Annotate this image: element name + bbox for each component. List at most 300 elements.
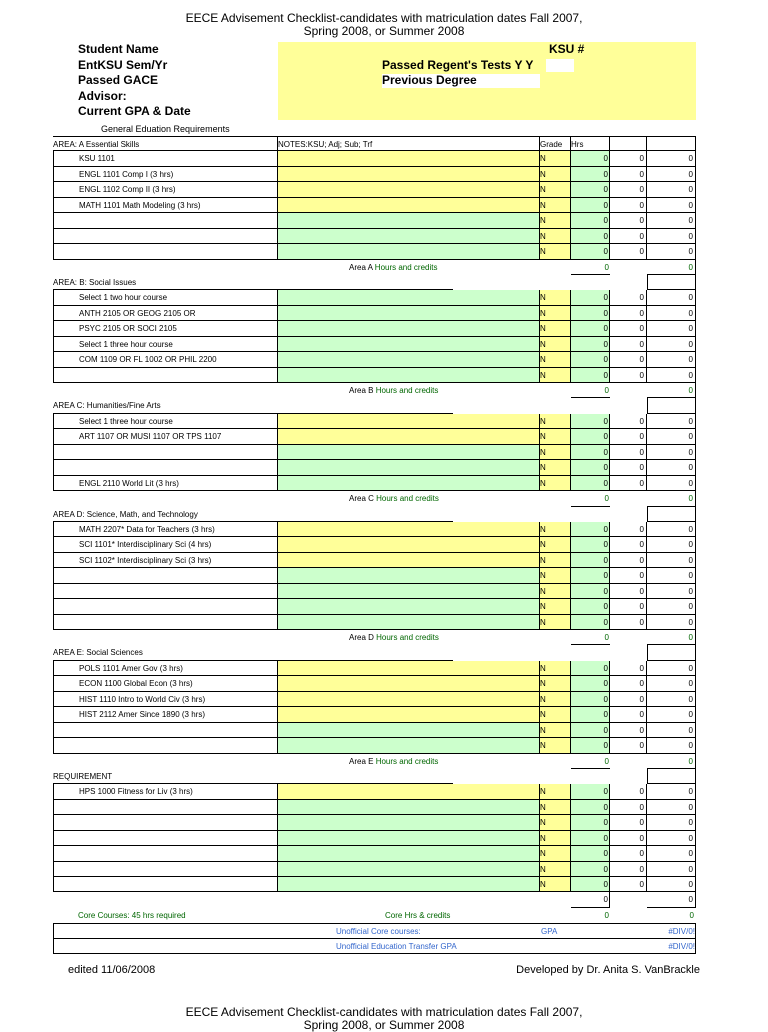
- grade-cell[interactable]: N: [540, 615, 571, 630]
- course-name: [53, 584, 278, 599]
- quality-points-cell: 0: [647, 167, 696, 182]
- notes-field[interactable]: [278, 862, 540, 877]
- notes-field[interactable]: [278, 738, 540, 753]
- hours-cell[interactable]: 0: [571, 476, 610, 491]
- section-header-blank: [647, 398, 696, 413]
- grade-cell[interactable]: N: [540, 846, 571, 861]
- hours-cell[interactable]: 0: [571, 877, 610, 892]
- quality-points-cell: 0: [647, 198, 696, 213]
- quality-points-cell: 0: [647, 414, 696, 429]
- notes-field[interactable]: [278, 831, 540, 846]
- hours-cell[interactable]: 0: [571, 321, 610, 336]
- credit-cell: 0: [610, 290, 647, 305]
- course-row: [53, 167, 696, 182]
- notes-field[interactable]: [278, 676, 540, 691]
- notes-field[interactable]: [278, 229, 540, 244]
- grade-cell[interactable]: N: [540, 661, 571, 676]
- course-name: SCI 1102* Interdisciplinary Sci (3 hrs): [53, 553, 278, 568]
- quality-points-cell: 0: [647, 661, 696, 676]
- section-header: [53, 507, 696, 522]
- notes-field[interactable]: [278, 661, 540, 676]
- grade-cell[interactable]: N: [540, 723, 571, 738]
- course-row: [53, 460, 696, 475]
- notes-field[interactable]: [278, 368, 540, 383]
- hours-cell[interactable]: 0: [571, 738, 610, 753]
- notes-field[interactable]: [278, 784, 540, 799]
- hours-cell[interactable]: 0: [571, 692, 610, 707]
- course-name: COM 1109 OR FL 1002 OR PHIL 2200: [53, 352, 278, 367]
- area-total-label: [349, 491, 439, 506]
- hours-cell[interactable]: 0: [571, 229, 610, 244]
- gpa-date-field[interactable]: [278, 104, 696, 120]
- course-name: [53, 460, 278, 475]
- credit-cell: 0: [610, 445, 647, 460]
- area-total-credits: 0: [647, 491, 696, 506]
- area-total-row: [53, 491, 696, 506]
- area-total-prefix: Area C: [349, 494, 377, 504]
- quality-points-cell: 0: [647, 707, 696, 722]
- course-row: [53, 846, 696, 861]
- course-row: [53, 368, 696, 383]
- notes-field[interactable]: [278, 553, 540, 568]
- area-total-hours: 0: [571, 383, 610, 398]
- area-total-row: [53, 754, 696, 769]
- prev-degree-label: Previous Degree: [382, 73, 477, 87]
- grade-cell[interactable]: N: [540, 167, 571, 182]
- grade-cell[interactable]: N: [540, 568, 571, 583]
- area-total-credits: 0: [647, 383, 696, 398]
- course-name: ENGL 2110 World Lit (3 hrs): [53, 476, 278, 491]
- grade-cell[interactable]: N: [540, 537, 571, 552]
- course-name: [53, 445, 278, 460]
- credit-cell: 0: [610, 213, 647, 228]
- section-header-blank: [647, 645, 696, 660]
- grade-cell[interactable]: N: [540, 877, 571, 892]
- hours-cell[interactable]: 0: [571, 414, 610, 429]
- credit-cell: 0: [610, 831, 647, 846]
- grade-cell[interactable]: N: [540, 831, 571, 846]
- course-name: HIST 2112 Amer Since 1890 (3 hrs): [53, 707, 278, 722]
- credit-cell: 0: [610, 368, 647, 383]
- course-row: [53, 553, 696, 568]
- hours-cell[interactable]: 0: [571, 445, 610, 460]
- area-total-hours: 0: [571, 260, 610, 275]
- credit-cell: 0: [610, 584, 647, 599]
- course-name: KSU 1101: [53, 151, 278, 166]
- hours-cell[interactable]: 0: [571, 846, 610, 861]
- section-title: AREA: B: Social Issues: [53, 275, 453, 290]
- quality-points-cell: 0: [647, 321, 696, 336]
- hours-cell[interactable]: 0: [571, 290, 610, 305]
- notes-field[interactable]: [278, 460, 540, 475]
- notes-field[interactable]: [278, 707, 540, 722]
- gace-label: Passed GACE: [78, 73, 159, 87]
- notes-field[interactable]: [278, 476, 540, 491]
- blank-total-row: [53, 892, 696, 907]
- quality-points-cell: 0: [647, 429, 696, 444]
- title-repeat-line-1: EECE Advisement Checklist-candidates with matriculation dates Fall 2007,: [185, 1005, 583, 1019]
- notes-field[interactable]: [278, 445, 540, 460]
- quality-points-cell: 0: [647, 846, 696, 861]
- area-total-prefix: Area B: [349, 386, 376, 395]
- notes-field[interactable]: [278, 182, 540, 197]
- grade-cell[interactable]: N: [540, 429, 571, 444]
- hours-cell[interactable]: 0: [571, 707, 610, 722]
- course-row: [53, 707, 696, 722]
- course-row: [53, 676, 696, 691]
- course-name: [53, 846, 278, 861]
- course-name: [53, 815, 278, 830]
- course-row: [53, 599, 696, 614]
- course-name: [53, 568, 278, 583]
- course-row: [53, 321, 696, 336]
- grade-cell[interactable]: N: [540, 784, 571, 799]
- credit-cell: 0: [610, 846, 647, 861]
- section-header: [53, 645, 696, 660]
- hours-cell[interactable]: 0: [571, 306, 610, 321]
- notes-field[interactable]: [278, 213, 540, 228]
- notes-field[interactable]: [278, 290, 540, 305]
- quality-points-cell: 0: [647, 476, 696, 491]
- course-name: [53, 831, 278, 846]
- quality-points-cell: 0: [647, 738, 696, 753]
- notes-field[interactable]: [278, 723, 540, 738]
- course-row: [53, 198, 696, 213]
- notes-field[interactable]: [278, 321, 540, 336]
- credit-cell: 0: [610, 337, 647, 352]
- hours-cell[interactable]: 0: [571, 800, 610, 815]
- quality-points-cell: 0: [647, 306, 696, 321]
- credit-cell: 0: [610, 476, 647, 491]
- grade-cell[interactable]: N: [540, 368, 571, 383]
- credit-cell: 0: [610, 352, 647, 367]
- credit-cell: 0: [610, 522, 647, 537]
- section-header-blank: [647, 769, 696, 784]
- hours-cell[interactable]: 0: [571, 862, 610, 877]
- section-header: [53, 275, 696, 290]
- area-total-suffix: Hours and credits: [375, 386, 439, 395]
- course-row: [53, 784, 696, 799]
- grade-cell[interactable]: N: [540, 414, 571, 429]
- quality-points-cell: 0: [647, 784, 696, 799]
- credit-cell: 0: [610, 692, 647, 707]
- page-title-repeat: [0, 1006, 768, 1032]
- core-label: Core Courses: 45 hrs required: [78, 910, 186, 920]
- notes-field[interactable]: [278, 167, 540, 182]
- section-title: AREA E: Social Sciences: [53, 645, 453, 660]
- quality-points-cell: 0: [647, 229, 696, 244]
- hours-cell[interactable]: 0: [571, 568, 610, 583]
- quality-points-cell: 0: [647, 584, 696, 599]
- grade-cell[interactable]: N: [540, 290, 571, 305]
- area-total-suffix: Hours and credits: [374, 262, 438, 272]
- grade-cell[interactable]: N: [540, 244, 571, 259]
- notes-field[interactable]: [278, 352, 540, 367]
- course-name: PSYC 2105 OR SOCI 2105: [53, 321, 278, 336]
- credit-cell: 0: [610, 723, 647, 738]
- notes-field[interactable]: [278, 877, 540, 892]
- grade-cell[interactable]: N: [540, 213, 571, 228]
- course-name: [53, 229, 278, 244]
- area-a-title: AREA: A Essential Skills: [53, 136, 278, 151]
- credit-cell: 0: [610, 615, 647, 630]
- course-name: [53, 723, 278, 738]
- credit-cell: 0: [610, 599, 647, 614]
- course-row: [53, 831, 696, 846]
- grade-cell[interactable]: N: [540, 445, 571, 460]
- hours-cell[interactable]: 0: [571, 151, 610, 166]
- grade-cell[interactable]: N: [540, 738, 571, 753]
- credit-cell: 0: [610, 537, 647, 552]
- notes-field[interactable]: [278, 198, 540, 213]
- course-row: [53, 337, 696, 352]
- hours-cell[interactable]: 0: [571, 244, 610, 259]
- section-header-blank: [647, 507, 696, 522]
- grade-cell[interactable]: N: [540, 198, 571, 213]
- checklist-grid: [53, 136, 696, 954]
- hours-cell[interactable]: 0: [571, 537, 610, 552]
- quality-points-cell: 0: [647, 815, 696, 830]
- course-row: [53, 429, 696, 444]
- grade-cell[interactable]: N: [540, 692, 571, 707]
- course-row: [53, 352, 696, 367]
- course-name: ENGL 1101 Comp I (3 hrs): [53, 167, 278, 182]
- area-total-label: [349, 754, 438, 769]
- student-name-field[interactable]: [278, 42, 696, 58]
- area-total-hours: 0: [571, 491, 610, 506]
- course-row: [53, 692, 696, 707]
- grade-header: Grade: [540, 136, 571, 151]
- course-name: [53, 877, 278, 892]
- notes-header: NOTES:KSU; Adj; Sub; Trf: [278, 136, 540, 151]
- quality-points-cell: 0: [647, 522, 696, 537]
- quality-points-cell: 0: [647, 800, 696, 815]
- quality-points-cell: 0: [647, 537, 696, 552]
- grade-cell[interactable]: N: [540, 553, 571, 568]
- notes-field[interactable]: [278, 800, 540, 815]
- course-row: [53, 476, 696, 491]
- area-total-hours: 0: [571, 630, 610, 645]
- title-repeat-line-2: Spring 2008, or Summer 2008: [303, 1018, 465, 1032]
- notes-field[interactable]: [278, 429, 540, 444]
- section-header: [53, 769, 696, 784]
- area-total-label: [349, 383, 438, 398]
- grade-cell[interactable]: N: [540, 229, 571, 244]
- quality-points-cell: 0: [647, 244, 696, 259]
- notes-field[interactable]: [278, 584, 540, 599]
- area-total-hours: 0: [571, 754, 610, 769]
- grade-cell[interactable]: N: [540, 182, 571, 197]
- course-name: [53, 862, 278, 877]
- grade-cell[interactable]: N: [540, 707, 571, 722]
- hours-cell[interactable]: 0: [571, 815, 610, 830]
- quality-header: [647, 136, 696, 151]
- quality-points-cell: 0: [647, 553, 696, 568]
- hours-cell[interactable]: 0: [571, 337, 610, 352]
- course-row: [53, 522, 696, 537]
- notes-field[interactable]: [278, 599, 540, 614]
- quality-points-cell: 0: [647, 460, 696, 475]
- credit-cell: 0: [610, 815, 647, 830]
- quality-points-cell: 0: [647, 568, 696, 583]
- course-name: [53, 368, 278, 383]
- notes-field[interactable]: [278, 306, 540, 321]
- course-name: SCI 1101* Interdisciplinary Sci (4 hrs): [53, 537, 278, 552]
- course-row: [53, 244, 696, 259]
- course-row: [53, 800, 696, 815]
- hours-header: Hrs: [571, 136, 610, 151]
- course-row: [53, 306, 696, 321]
- area-total-prefix: Area D: [349, 633, 377, 642]
- advisor-row: [78, 89, 696, 105]
- credit-cell: 0: [610, 862, 647, 877]
- notes-field[interactable]: [278, 537, 540, 552]
- quality-points-cell: 0: [647, 337, 696, 352]
- quality-points-cell: 0: [647, 676, 696, 691]
- hours-cell[interactable]: 0: [571, 615, 610, 630]
- blank-credits: 0: [647, 892, 696, 907]
- notes-field[interactable]: [278, 815, 540, 830]
- student-name-label: Student Name: [78, 42, 159, 56]
- notes-field[interactable]: [278, 522, 540, 537]
- course-row: [53, 862, 696, 877]
- course-name: ECON 1100 Global Econ (3 hrs): [53, 676, 278, 691]
- credit-cell: 0: [610, 460, 647, 475]
- notes-field[interactable]: [278, 615, 540, 630]
- notes-field[interactable]: [278, 337, 540, 352]
- core-total-label: Core Hrs & credits: [385, 910, 451, 920]
- credit-cell: 0: [610, 800, 647, 815]
- grade-cell[interactable]: N: [540, 476, 571, 491]
- notes-field[interactable]: [278, 846, 540, 861]
- course-row: [53, 213, 696, 228]
- student-info-header: [78, 42, 696, 120]
- hours-cell[interactable]: 0: [571, 213, 610, 228]
- hours-cell[interactable]: 0: [571, 784, 610, 799]
- hours-cell[interactable]: 0: [571, 584, 610, 599]
- course-name: ANTH 2105 OR GEOG 2105 OR: [53, 306, 278, 321]
- gen-ed-heading: General Eduation Requirements: [101, 124, 230, 134]
- entksu-label: EntKSU Sem/Yr: [78, 57, 168, 72]
- notes-field[interactable]: [278, 151, 540, 166]
- notes-field[interactable]: [278, 414, 540, 429]
- quality-points-cell: 0: [647, 290, 696, 305]
- course-row: [53, 877, 696, 892]
- hours-cell[interactable]: 0: [571, 522, 610, 537]
- course-name: ENGL 1102 Comp II (3 hrs): [53, 182, 278, 197]
- quality-points-cell: 0: [647, 151, 696, 166]
- course-name: [53, 800, 278, 815]
- hours-cell[interactable]: 0: [571, 831, 610, 846]
- grade-cell[interactable]: N: [540, 676, 571, 691]
- credit-cell: 0: [610, 244, 647, 259]
- hours-cell[interactable]: 0: [571, 676, 610, 691]
- credit-cell: 0: [610, 167, 647, 182]
- grade-cell[interactable]: N: [540, 352, 571, 367]
- credit-cell: 0: [610, 229, 647, 244]
- transfer-gpa-row: [53, 939, 696, 954]
- regents-blank: [546, 59, 574, 73]
- course-row: [53, 723, 696, 738]
- hours-cell[interactable]: 0: [571, 553, 610, 568]
- hours-cell[interactable]: 0: [571, 182, 610, 197]
- grade-cell[interactable]: N: [540, 584, 571, 599]
- grade-cell[interactable]: N: [540, 862, 571, 877]
- area-total-suffix: Hours and credits: [376, 494, 439, 504]
- credit-cell: 0: [610, 429, 647, 444]
- course-name: Select 1 three hour course: [53, 414, 278, 429]
- credit-cell: 0: [610, 877, 647, 892]
- transfer-gpa-label: Unofficial Education Transfer GPA: [336, 941, 457, 951]
- quality-points-cell: 0: [647, 723, 696, 738]
- course-row: [53, 229, 696, 244]
- hours-cell[interactable]: 0: [571, 368, 610, 383]
- section-title: AREA D: Science, Math, and Technology: [53, 507, 453, 522]
- grade-cell[interactable]: N: [540, 599, 571, 614]
- core-total-row: [53, 908, 696, 923]
- gpa-label: GPA: [541, 927, 558, 937]
- hours-cell[interactable]: 0: [571, 599, 610, 614]
- course-name: MATH 1101 Math Modeling (3 hrs): [53, 198, 278, 213]
- quality-points-cell: 0: [647, 692, 696, 707]
- hours-cell[interactable]: 0: [571, 429, 610, 444]
- area-total-credits: 0: [647, 260, 696, 275]
- credit-cell: 0: [610, 738, 647, 753]
- credit-cell: 0: [610, 568, 647, 583]
- ksu-number-label: KSU #: [549, 42, 585, 56]
- area-total-row: [53, 260, 696, 275]
- quality-points-cell: 0: [647, 862, 696, 877]
- section-header-blank: [647, 275, 696, 290]
- credit-cell: 0: [610, 707, 647, 722]
- notes-field[interactable]: [278, 692, 540, 707]
- notes-field[interactable]: [278, 568, 540, 583]
- hours-cell[interactable]: 0: [571, 352, 610, 367]
- quality-points-cell: 0: [647, 213, 696, 228]
- course-name: [53, 213, 278, 228]
- quality-points-cell: 0: [647, 599, 696, 614]
- area-total-label: [349, 630, 439, 645]
- area-total-row: [53, 383, 696, 398]
- course-name: MATH 2207* Data for Teachers (3 hrs): [53, 522, 278, 537]
- credit-cell: 0: [610, 414, 647, 429]
- grade-cell[interactable]: N: [540, 321, 571, 336]
- quality-points-cell: 0: [647, 182, 696, 197]
- hours-cell[interactable]: 0: [571, 460, 610, 475]
- section-title: AREA C: Humanities/Fine Arts: [53, 398, 453, 413]
- hours-cell[interactable]: 0: [571, 723, 610, 738]
- course-row: [53, 290, 696, 305]
- blank-hours: 0: [571, 892, 610, 907]
- hours-cell[interactable]: 0: [571, 661, 610, 676]
- grade-cell[interactable]: N: [540, 800, 571, 815]
- core-gpa-row: [53, 923, 696, 938]
- area-total-suffix: Hours and credits: [376, 633, 439, 642]
- grade-cell[interactable]: N: [540, 151, 571, 166]
- grade-cell[interactable]: N: [540, 460, 571, 475]
- grade-cell[interactable]: N: [540, 337, 571, 352]
- grade-cell[interactable]: N: [540, 306, 571, 321]
- hours-cell[interactable]: 0: [571, 198, 610, 213]
- notes-field[interactable]: [278, 244, 540, 259]
- title-line-1: EECE Advisement Checklist-candidates with matriculation dates Fall 2007,: [185, 11, 583, 25]
- grade-cell[interactable]: N: [540, 815, 571, 830]
- grade-cell[interactable]: N: [540, 522, 571, 537]
- hours-cell[interactable]: 0: [571, 167, 610, 182]
- quality-points-cell: 0: [647, 445, 696, 460]
- core-gpa-label: Unofficial Core courses:: [336, 927, 421, 937]
- advisor-field[interactable]: [278, 89, 696, 105]
